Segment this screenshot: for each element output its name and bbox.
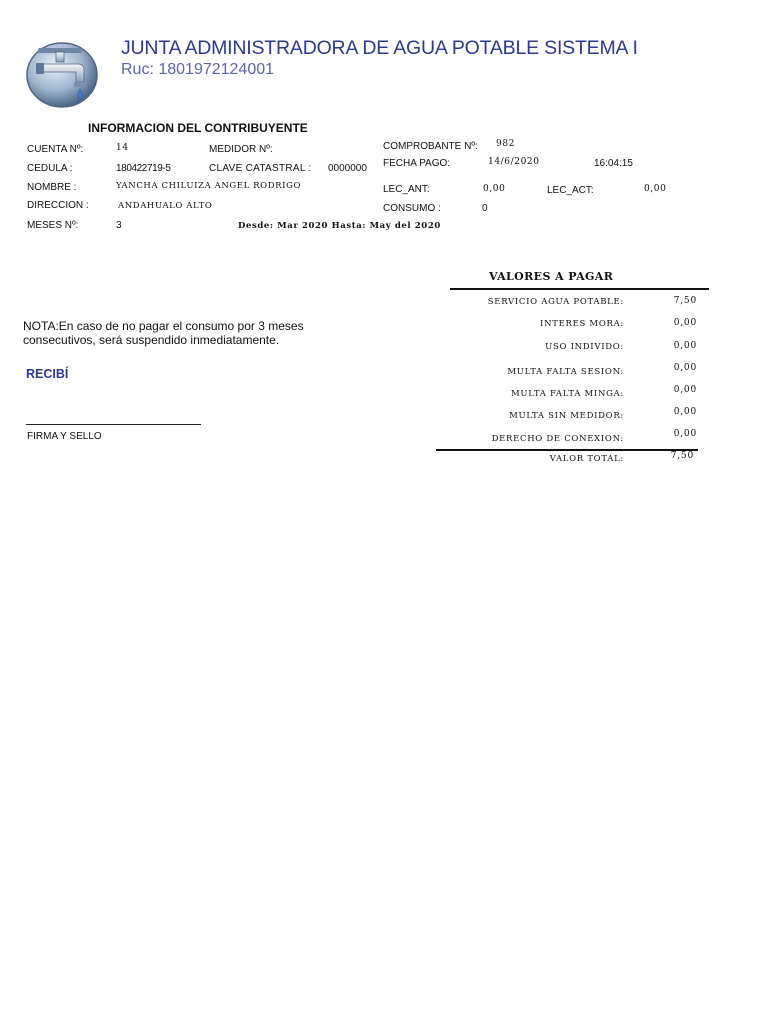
- charge-label: SERVICIO AGUA POTABLE:: [487, 297, 624, 307]
- charge-value: 7,50: [673, 296, 697, 306]
- payment-notice: NOTA:En caso de no pagar el consumo por 3 meses consecutivos, será suspendido inmediatamente.: [23, 319, 304, 347]
- valores-title: VALORES A PAGAR: [489, 270, 614, 283]
- total-value: 7,50: [670, 451, 694, 461]
- charge-label: INTERES MORA:: [540, 319, 624, 329]
- fecha-pago-value: 14/6/2020: [488, 157, 540, 167]
- medidor-label: MEDIDOR Nº:: [209, 144, 273, 155]
- consumo-label: CONSUMO :: [383, 203, 441, 214]
- charge-label: USO INDIVIDO:: [545, 342, 624, 352]
- comprobante-label: COMPROBANTE Nº:: [383, 141, 478, 152]
- cedula-value: 180422719-5: [116, 163, 171, 174]
- water-faucet-icon: [26, 42, 100, 108]
- charge-label: DERECHO DE CONEXION:: [491, 434, 624, 444]
- lec-ant-label: LEC_ANT:: [383, 184, 430, 195]
- nombre-label: NOMBRE :: [27, 182, 77, 193]
- meses-value: 3: [116, 220, 122, 231]
- valores-bottom-rule: [436, 449, 698, 451]
- charge-value: 0,00: [673, 318, 697, 328]
- clave-catastral-value: 0000000: [328, 163, 367, 174]
- charge-value: 0,00: [673, 385, 697, 395]
- periodo-range: Desde: Mar 2020 Hasta: May del 2020: [238, 221, 441, 231]
- lec-act-value: 0,00: [644, 184, 667, 194]
- direccion-value: ANDAHUALO ALTO: [118, 201, 213, 211]
- consumo-value: 0: [482, 203, 488, 214]
- clave-catastral-label: CLAVE CATASTRAL :: [209, 163, 312, 174]
- comprobante-value: 982: [496, 139, 515, 149]
- total-label: VALOR TOTAL:: [549, 454, 624, 464]
- charge-label: MULTA FALTA MINGA:: [510, 389, 624, 399]
- charge-label: MULTA FALTA SESION:: [507, 367, 624, 377]
- charge-value: 0,00: [673, 341, 697, 351]
- organization-title: JUNTA ADMINISTRADORA DE AGUA POTABLE SISTEMA I: [121, 37, 638, 59]
- section-title: INFORMACION DEL CONTRIBUYENTE: [88, 121, 308, 135]
- lec-ant-value: 0,00: [483, 184, 506, 194]
- charge-value: 0,00: [673, 363, 697, 373]
- charge-label: MULTA SIN MEDIDOR:: [509, 411, 624, 421]
- meses-label: MESES Nº:: [27, 220, 79, 231]
- signature-line: [26, 424, 201, 425]
- lec-act-label: LEC_ACT:: [547, 185, 594, 196]
- cedula-label: CEDULA :: [27, 163, 73, 174]
- fecha-pago-label: FECHA PAGO:: [383, 158, 451, 169]
- cuenta-label: CUENTA Nº:: [27, 144, 84, 155]
- hora-pago-value: 16:04:15: [594, 158, 633, 169]
- charge-value: 0,00: [673, 407, 697, 417]
- charge-value: 0,00: [673, 429, 697, 439]
- nombre-value: YANCHA CHILUIZA ANGEL RODRIGO: [116, 181, 302, 191]
- recibi-label: RECIBÍ: [26, 367, 69, 381]
- cuenta-value: 14: [116, 143, 129, 153]
- direccion-label: DIRECCION :: [27, 200, 89, 211]
- valores-top-rule: [450, 288, 709, 290]
- firma-label: FIRMA Y SELLO: [27, 431, 102, 442]
- ruc-number: Ruc: 1801972124001: [121, 61, 275, 78]
